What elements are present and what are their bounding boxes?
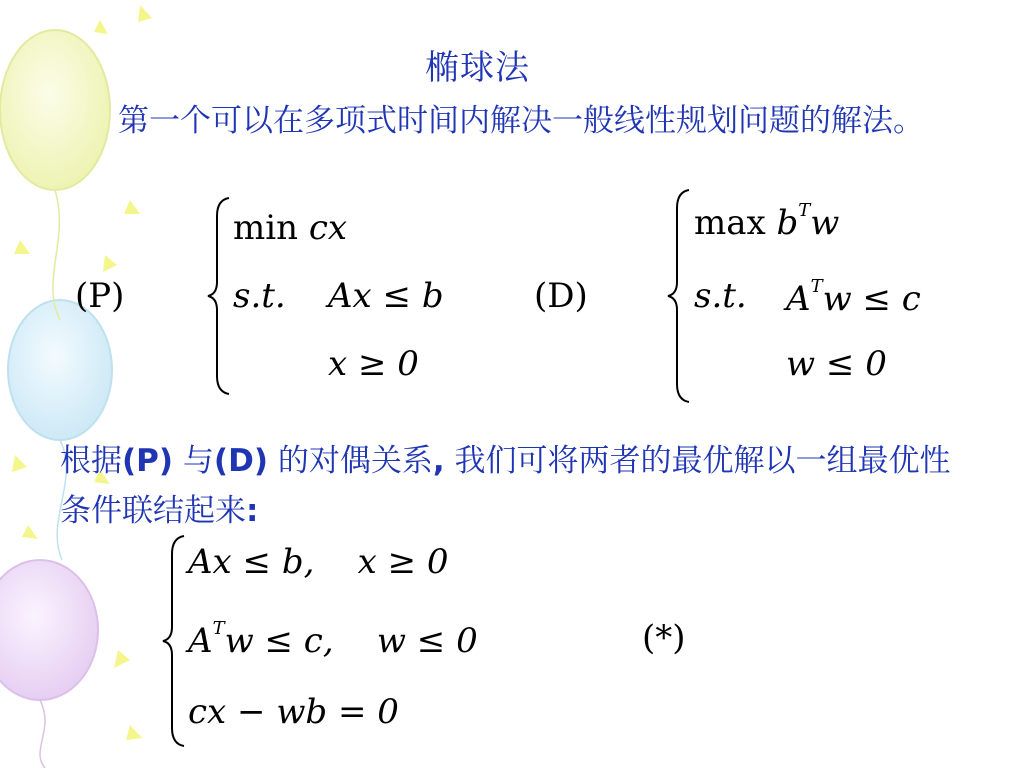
relation-paragraph — [60, 436, 960, 536]
dual-st — [694, 276, 747, 316]
primal-constraint — [328, 276, 444, 316]
primal-nonneg-expr: x ≥ 0 — [328, 344, 419, 384]
primal-st — [233, 276, 286, 316]
relation-text-3: 的对偶关系 — [268, 443, 433, 479]
primal-objective — [233, 208, 347, 248]
relation-text-4: 我们可将两者的最优解以一组最优性条件联结起来 — [60, 443, 951, 529]
dual-constraint-a: A — [786, 279, 811, 319]
relation-colon: : — [246, 493, 259, 529]
optimality-line-3 — [188, 692, 399, 732]
optimality-line-2-a: A — [188, 621, 213, 661]
dual-constraint-rest: w ≤ c — [822, 279, 921, 319]
dual-constraint — [786, 276, 921, 319]
optimality-line-2-transpose: T — [212, 618, 225, 639]
intro-paragraph: 第一个可以在多项式时间内解决一般线性规划问题的解法。 — [118, 103, 924, 139]
relation-text-1: 根据 — [60, 443, 122, 479]
primal-st-label: s.t. — [233, 276, 286, 316]
dual-sign-expr: w ≤ 0 — [786, 344, 887, 384]
optimality-line-2 — [188, 618, 478, 661]
dual-label-ref: (D) — [213, 443, 268, 479]
optimality-tag: (*) — [642, 618, 686, 658]
primal-label-ref: (P) — [122, 443, 174, 479]
slide-title: 椭球法 — [425, 48, 530, 88]
dual-objective — [694, 200, 839, 243]
dual-brace — [665, 188, 695, 404]
dual-obj-b: b — [776, 203, 799, 243]
primal-label: (P) — [75, 276, 125, 316]
optimality-line-1 — [188, 542, 449, 582]
dual-constraint-transpose: T — [810, 276, 823, 297]
relation-text-2: 与 — [173, 443, 214, 479]
dual-obj-op: max — [694, 203, 766, 243]
optimality-line-3-expr: cx − wb = 0 — [188, 692, 399, 732]
optimality-line-1-expr: Ax ≤ b, x ≥ 0 — [188, 542, 449, 582]
primal-constraint-expr: Ax ≤ b — [328, 276, 444, 316]
dual-st-label: s.t. — [694, 276, 747, 316]
primal-brace — [205, 196, 235, 396]
primal-obj-op: min — [233, 208, 299, 248]
dual-sign — [786, 344, 887, 384]
dual-obj-w: w — [810, 203, 840, 243]
primal-nonneg — [328, 344, 419, 384]
primal-obj-expr: cx — [308, 208, 348, 248]
optimality-brace — [160, 534, 190, 748]
dual-label: (D) — [534, 276, 588, 316]
optimality-line-2-rest: w ≤ c, w ≤ 0 — [224, 621, 478, 661]
dual-obj-transpose: T — [798, 200, 811, 221]
relation-comma: , — [432, 443, 445, 479]
